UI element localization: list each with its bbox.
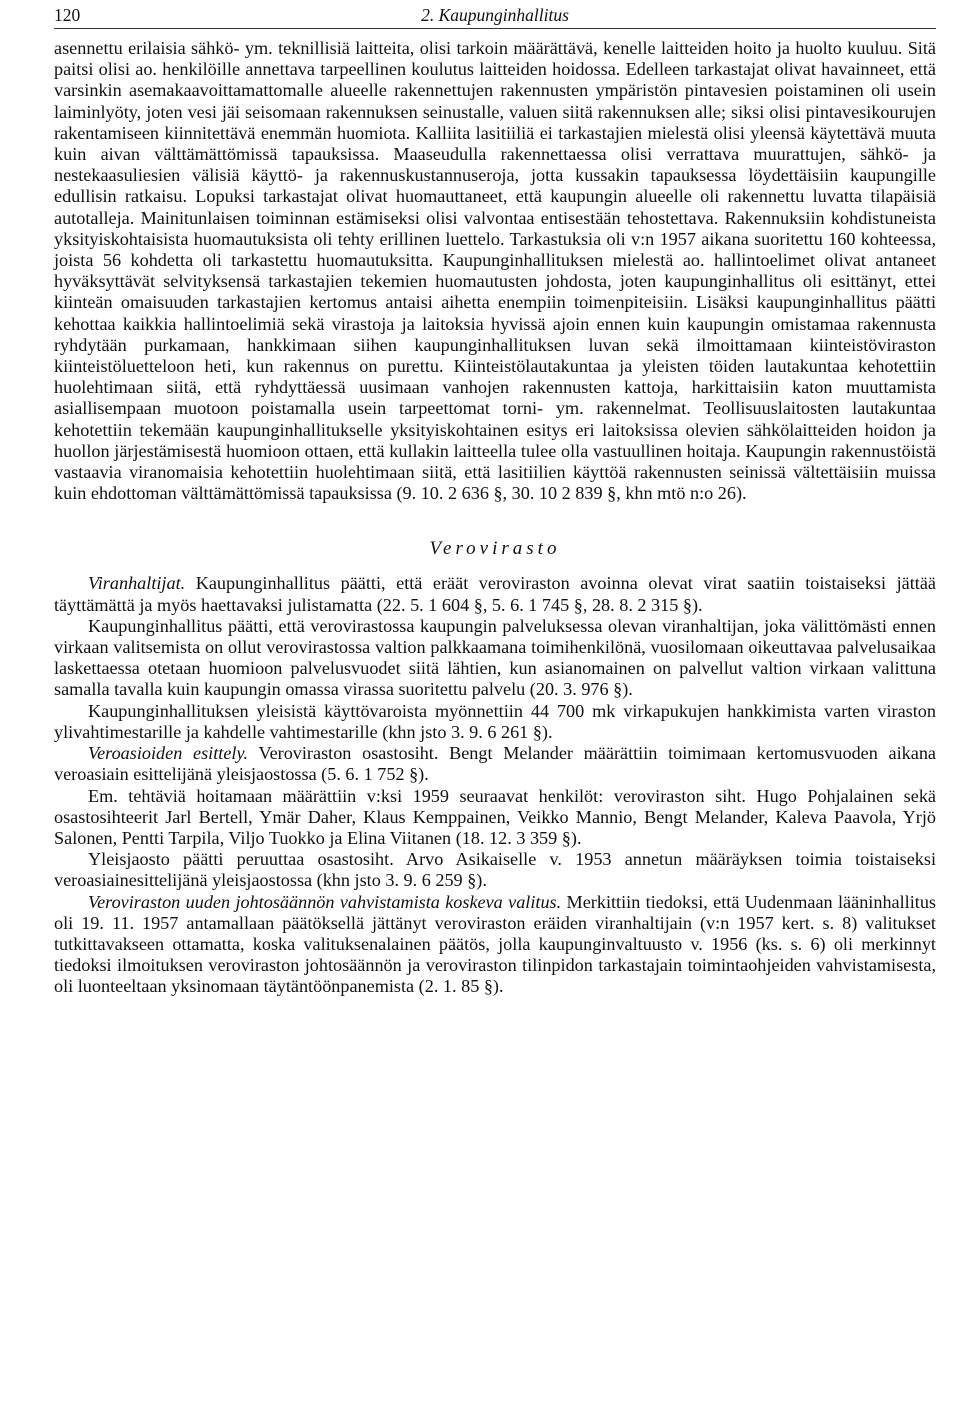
page-header [54, 2, 936, 28]
header-rule [54, 28, 936, 29]
paragraph-lead: Veroviraston uuden johtosäännön vahvistamista koskeva valitus. [88, 891, 562, 912]
paragraph-vuosiloma [54, 616, 936, 701]
paragraph-viranhaltijat [54, 573, 936, 615]
paragraph-yleisjaosto [54, 849, 936, 891]
paragraph-text: Kaupunginhallituksen yleisistä käyttövaroista myönnettiin 44 700 mk virkapukujen hankkimista varten viraston ylivahtimestarille ja kahdelle vahtimestarille (khn jsto 3. 9. 6 261 §). [54, 700, 936, 742]
paragraph-text: Yleisjaosto päätti peruuttaa osastosiht. Arvo Asikaiselle v. 1953 annetun määräyksen toimia toistaiseksi veroasiainesittelijänä yleisjaostossa (khn jsto 3. 9. 6 259 §). [54, 849, 936, 891]
paragraph-lead: Viranhaltijat. [88, 573, 186, 594]
paragraph-text: Merkittiin tiedoksi, että Uudenmaan lääninhallitus oli 19. 11. 1957 antamallaan päätöksellä jättänyt veroviraston eräiden viranhaltijain (v:n 1957 kert. s. 8) valitukset tutkittavakseen ottamatta, koska valituksenalainen päätös, jolla kaupunginvaltuusto v. 1956 (ks. s. 6) oli merkinnyt tiedoksi ilmoituksen veroviraston johtosäännön ja veroviraston tilinpidon tarkastajain toimintaohjeiden vahvistamisesta, oli luonteeltaan yksinomaan täytäntöönpanemista (2. 1. 85 §). [54, 891, 936, 997]
section-heading: Verovirasto [429, 538, 561, 560]
page-number: 120 [54, 5, 81, 25]
paragraph-continuation: asennettu erilaisia sähkö- ym. teknillisiä laitteita, olisi tarkoin määrättävä, kenelle laitteiden hoito ja huolto kuuluu. Sitä paitsi olisi ao. henkilöille annettava tarpeellinen koulutus laitteiden hoidossa. Edelleen tarkastajat olivat havainneet, että varsinkin asemakaavoittamattomalle alueelle rakennettujen rakennusten ympäristön pintavesien poistaminen oli usein laiminlyöty, joten vesi jäi seisomaan rakennuksen seinustalle, valuen siitä rakennuksen alle; siksi olisi pintavesikourujen rakentamiseen kiinnitettävä enemmän huomiota. Kalliita lasitiiliä ei tarkastajien mielestä olisi yleensä käytettävä muuta kuin aivan välttämättömissä tapauksissa. Maaseudulla rakennettaessa olisi verrattava muurattujen, sähkö- ja nestekaasuliesien välisiä käyttö- ja rakennuskustannuseroja, jotta kussakin tapauksessa löydettäisiin kaupungille edullisin ratkaisu. Lopuksi tarkastajat olivat huomauttaneet, että kaupungin alueelle oli rakennettu luvatta tilapäisiä autotalleja. Mainitunlaisen toiminnan estämiseksi olisi valvontaa entisestään tehostettava. Rakennuksiin kohdistuneista yksityiskohtaisista huomautuksista oli tehty erillinen luettelo. Tarkastuksia oli v:n 1957 aikana suoritettu 160 kohteessa, joista 56 kohdetta oli tarkastettu huomautuksitta. Kaupunginhallituksen mielestä ao. hallintoelimet olivat antaneet hyväksyttävät selvityksensä tarkastajien tekemien huomautusten johdosta, joten kaupunginhallitus oli esittänyt, ettei kiinteän omaisuuden tarkastajien kertomus antaisi aihetta enempiin toimenpiteisiin. Lisäksi kaupunginhallitus päätti kehottaa kaikkia hallintoelimiä sekä virastoja ja laitoksia hyvissä ajoin ennen kuin kaupungin omistamaa rakennusta ryhdytään purkamaan, hankkimaan siihen kaupunginhallituksen luvan sekä ilmoittamaan kiinteistöviraston kiinteistöluetteloon heti, kun rakennus on purettu. Kiinteistölautakuntaa ja yleisten töiden lautakuntaa kehotettiin huolehtimaan siitä, että ryhdyttäessä uusimaan vanhojen rakennusten kattoja, harkittaisiin katon muuttamista asiallisempaan muotoon poistamalla usein tarpeettomat torni- ym. rakennelmat. Teollisuuslaitosten lautakuntaa kehotettiin tekemään kaupunginhallitukselle yksityiskohtainen esitys eri laitoksissa olevien sähkölaitteiden hoidon ja huollon järjestämisestä huomioon ottaen, että kullakin laitteella tulee olla vastuullinen hoitaja. Kaupungin rakennustöistä vastaavia viranomaisia kehotettiin huolehtimaan siitä, että lasitiilien käyttöä rakennusten seinissä vältettäisiin muissa kuin ehdottoman välttämättömissä tapauksissa (9. 10. 2 636 §, 30. 10 2 839 §, khn mtö n:o 26). [54, 38, 936, 504]
running-title: 2. Kaupunginhallitus [421, 5, 569, 25]
paragraph-johtosaanto-valitus [54, 892, 936, 998]
paragraph-veroasioiden-esittely [54, 743, 936, 785]
paragraph-text: Kaupunginhallitus päätti, että verovirastossa kaupungin palveluksessa olevan viranhaltijan, joka välittömästi ennen virkaan valitsemista on ollut verovirastossa valtion palkkaamana toimihenkilönä, vuosilomaan oikeuttavaa palvelusaikaa laskettaessa otetaan huomioon palvelusvuodet siitä lähtien, kun asianomainen on palvellut valtion virkaan valittuna samalla tavalla kuin kaupungin omassa virassa suoritettu palvelu (20. 3. 976 §). [54, 615, 936, 700]
paragraph-text: Veroviraston osastosiht. Bengt Melander määrättiin toimimaan kertomusvuoden aikana veroasiain esittelijänä yleisjaostossa (5. 6. 1 752 §). [54, 743, 936, 785]
paragraph-lead: Veroasioiden esittely. [88, 743, 249, 764]
body-text [54, 38, 936, 998]
paragraph-text: Em. tehtäviä hoitamaan määrättiin v:ksi 1959 seuraavat henkilöt: veroviraston siht. Hugo Pohjalainen sekä osastosihteerit Jarl Bertell, Ymär Daher, Klaus Kemppainen, Veikko Mannio, Bengt Melander, Kaleva Paavola, Yrjö Salonen, Pentti Tarpila, Viljo Tuokko ja Elina Viitanen (18. 12. 3 359 §). [54, 785, 936, 848]
paragraph-esittelijat-1959 [54, 786, 936, 850]
paragraph-virkapuvut [54, 701, 936, 743]
document-page [54, 0, 936, 1418]
paragraph-text: Kaupunginhallitus päätti, että eräät veroviraston avoinna olevat virat saatiin toistaiseksi jättää täyttämättä ja myös haettavaksi julistamatta (22. 5. 1 604 §, 5. 6. 1 745 §, 28. 8. 2 315 §). [54, 573, 936, 615]
